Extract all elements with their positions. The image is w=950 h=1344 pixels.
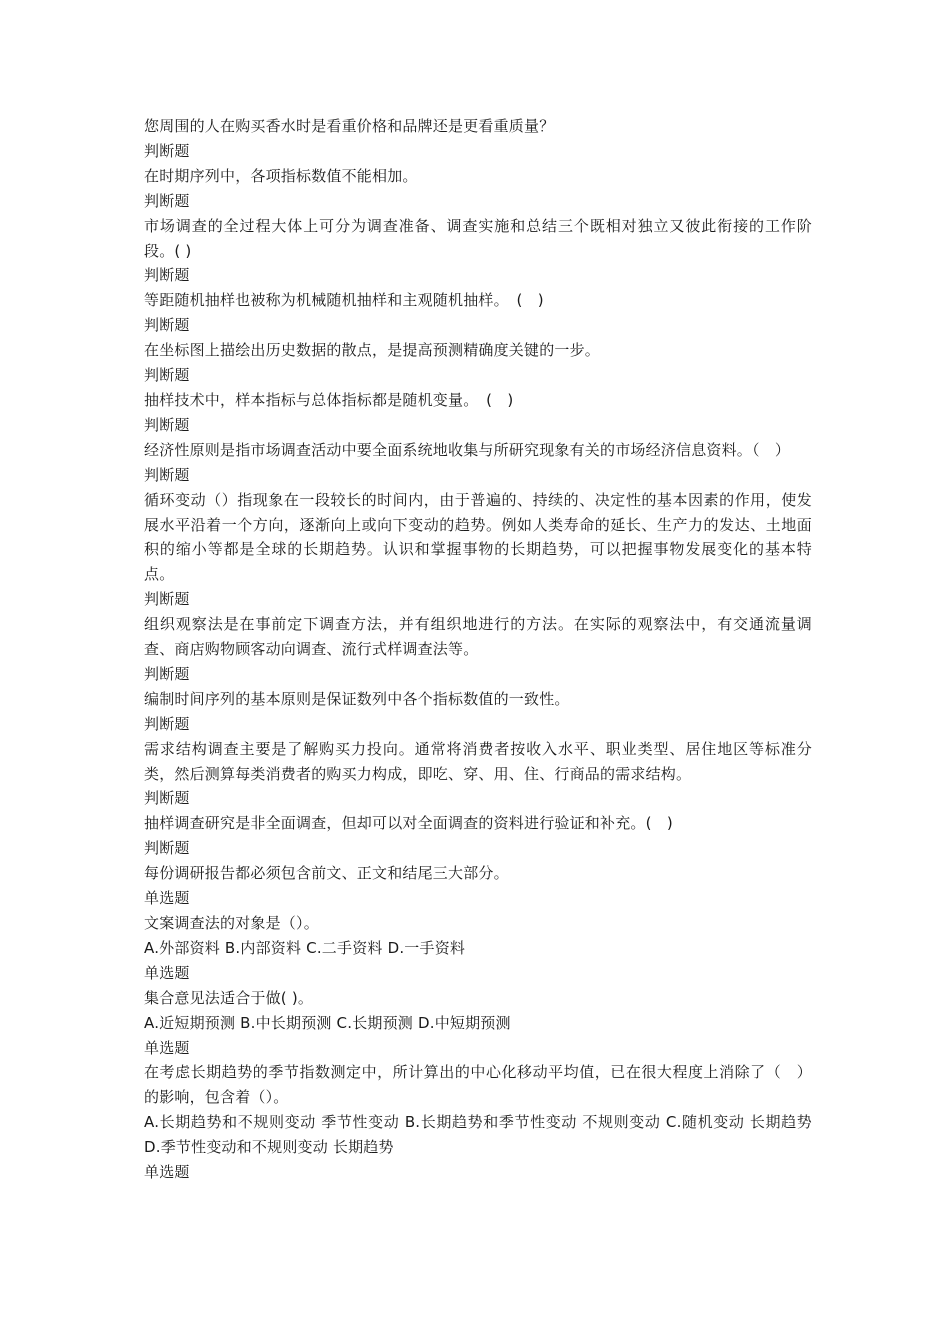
question-text: 市场调查的全过程大体上可分为调查准备、调查实施和总结三个既相对独立又彼此衔接的工作阶段。( ) <box>144 216 812 260</box>
question-type-label: 判断题 <box>144 590 190 609</box>
document-body <box>144 114 812 1185</box>
question-text: 在时期序列中，各项指标数值不能相加。 <box>144 166 418 185</box>
question-text: 组织观察法是在事前定下调查方法，并有组织地进行的方法。在实际的观察法中，有交通流量调查、商店购物顾客动向调查、流行式样调查法等。 <box>144 615 812 659</box>
question-text: 您周围的人在购买香水时是看重价格和品牌还是更看重质量？ <box>144 117 555 135</box>
question-text: 在考虑长期趋势的季节指数测定中，所计算出的中心化移动平均值，已在很大程度上消除了（ ）的影响，包含着（）。 <box>144 1063 812 1107</box>
question-text: 每份调研报告都必须包含前文、正文和结尾三大部分。 <box>144 864 509 883</box>
question-type-label: 判断题 <box>144 191 190 210</box>
question-type-label: 判断题 <box>144 664 190 683</box>
question-type-label: 判断题 <box>144 266 190 285</box>
question-type-label: 判断题 <box>144 316 190 335</box>
answer-options: A.外部资料 B.内部资料 C.二手资料 D.一手资料 <box>144 938 466 957</box>
question-type-label: 判断题 <box>144 789 190 808</box>
question-text: 文案调查法的对象是（）。 <box>144 914 319 932</box>
question-text: 编制时间序列的基本原则是保证数列中各个指标数值的一致性。 <box>144 689 570 708</box>
question-type-label: 判断题 <box>144 714 190 733</box>
question-type-label: 判断题 <box>144 415 190 434</box>
question-type-label: 判断题 <box>144 465 190 484</box>
question-text: 在坐标图上描绘出历史数据的散点，是提高预测精确度关键的一步。 <box>144 341 601 360</box>
question-text: 抽样调查研究是非全面调查，但却可以对全面调查的资料进行验证和补充。( ) <box>144 814 673 833</box>
question-text: 等距随机抽样也被称为机械随机抽样和主观随机抽样。 ( ) <box>144 291 544 310</box>
question-text: 循环变动（）指现象在一段较长的时间内，由于普遍的、持续的、决定性的基本因素的作用，使发展水平沿着一个方向，逐渐向上或向下变动的趋势。例如人类寿命的延长、生产力的发达、土地面积的缩小等都是全球的长期趋势。认识和掌握事物的长期趋势，可以把握事物发展变化的基本特点。 <box>144 490 812 584</box>
question-text: 经济性原则是指市场调查活动中要全面系统地收集与所研究现象有关的市场经济信息资料。（ ） <box>144 440 791 459</box>
question-type-label: 判断题 <box>144 839 190 858</box>
question-type-label: 单选题 <box>144 1038 190 1057</box>
question-type-label: 单选题 <box>144 1163 190 1182</box>
question-type-label: 判断题 <box>144 141 190 160</box>
question-text: 集合意见法适合于做( )。 <box>144 988 314 1007</box>
question-type-label: 单选题 <box>144 889 190 908</box>
answer-options: A.长期趋势和不规则变动 季节性变动 B.长期趋势和季节性变动 不规则变动 C.随机变动 长期趋势 D.季节性变动和不规则变动 长期趋势 <box>144 1113 812 1157</box>
question-type-label: 判断题 <box>144 366 190 385</box>
question-text: 需求结构调查主要是了解购买力投向。通常将消费者按收入水平、职业类型、居住地区等标准分类，然后测算每类消费者的购买力构成，即吃、穿、用、住、行商品的需求结构。 <box>144 739 812 783</box>
question-text: 抽样技术中，样本指标与总体指标都是随机变量。 ( ) <box>144 390 514 409</box>
question-type-label: 单选题 <box>144 963 190 982</box>
answer-options: A.近短期预测 B.中长期预测 C.长期预测 D.中短期预测 <box>144 1013 511 1032</box>
